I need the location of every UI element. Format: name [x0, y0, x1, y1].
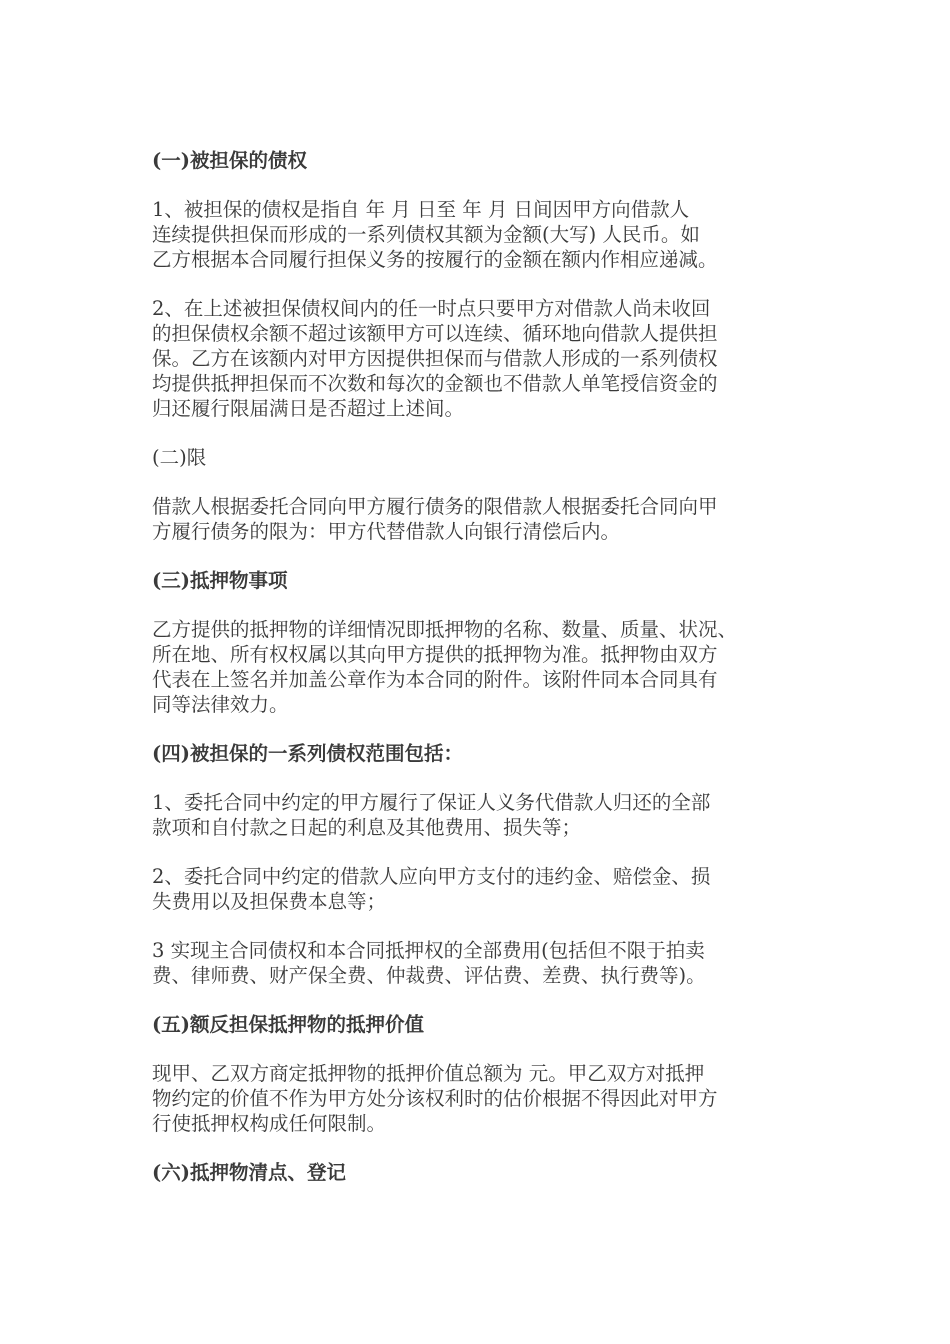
text-line: 2、委托合同中约定的借款人应向甲方支付的违约金、赔偿金、损 [152, 865, 711, 888]
paragraph-7 [152, 938, 822, 988]
text-line: 款项和自付款之日起的利息及其他费用、损失等； [152, 816, 582, 839]
section-heading-5: (五)额反担保抵押物的抵押价值 [152, 1013, 424, 1036]
text-line: 同等法律效力。 [152, 693, 289, 716]
paragraph-2 [152, 296, 822, 421]
text-line: 费、律师费、财产保全费、仲裁费、评估费、差费、执行费等)。 [152, 964, 706, 987]
text-line: 1、委托合同中约定的甲方履行了保证人义务代借款人归还的全部 [152, 791, 711, 814]
paragraph-1 [152, 197, 822, 272]
paragraph-6 [152, 864, 822, 914]
text-line: 所在地、所有权权属以其向甲方提供的抵押物为准。抵押物由双方 [152, 643, 718, 666]
text-line: 2、在上述被担保债权间内的任一时点只要甲方对借款人尚未收回 [152, 297, 711, 320]
text-line: 3 实现主合同债权和本合同抵押权的全部费用(包括但不限于拍卖 [152, 939, 705, 962]
text-line: 均提供抵押担保而不次数和每次的金额也不借款人单笔授信资金的 [152, 372, 718, 395]
text-line: 乙方提供的抵押物的详细情况即抵押物的名称、数量、质量、状况、 [152, 618, 738, 641]
section-heading-2: (二)限 [152, 446, 207, 469]
paragraph-8 [152, 1061, 822, 1136]
text-line: 行使抵押权构成任何限制。 [152, 1112, 387, 1135]
text-line: 失费用以及担保费本息等； [152, 890, 387, 913]
text-line: 现甲、乙双方商定抵押物的抵押价值总额为 元。甲乙双方对抵押 [152, 1062, 705, 1085]
section-heading-6: (六)抵押物清点、登记 [152, 1161, 346, 1184]
text-line: 物约定的价值不作为甲方处分该权利时的估价根据不得因此对甲方 [152, 1087, 718, 1110]
paragraph-3 [152, 494, 822, 544]
text-line: 代表在上签名并加盖公章作为本合同的附件。该附件同本合同具有 [152, 668, 718, 691]
text-line: 归还履行限届满日是否超过上述间。 [152, 397, 465, 420]
text-line: 借款人根据委托合同向甲方履行债务的限借款人根据委托合同向甲 [152, 495, 718, 518]
text-line: 1、被担保的债权是指自 年 月 日至 年 月 日间因甲方向借款人 [152, 198, 690, 221]
section-heading-1: (一)被担保的债权 [152, 149, 307, 172]
document-page [152, 148, 822, 1209]
paragraph-4 [152, 617, 822, 717]
paragraph-5 [152, 790, 822, 840]
section-heading-4: (四)被担保的一系列债权范围包括： [152, 742, 463, 765]
text-line: 乙方根据本合同履行担保义务的按履行的金额在额内作相应递减。 [152, 248, 718, 271]
text-line: 保。乙方在该额内对甲方因提供担保而与借款人形成的一系列债权 [152, 347, 718, 370]
section-heading-3: (三)抵押物事项 [152, 569, 288, 592]
text-line: 的担保债权余额不超过该额甲方可以连续、循环地向借款人提供担 [152, 322, 718, 345]
text-line: 方履行债务的限为：甲方代替借款人向银行清偿后内。 [152, 520, 621, 543]
text-line: 连续提供担保而形成的一系列债权其额为金额(大写) 人民币。如 [152, 223, 700, 246]
